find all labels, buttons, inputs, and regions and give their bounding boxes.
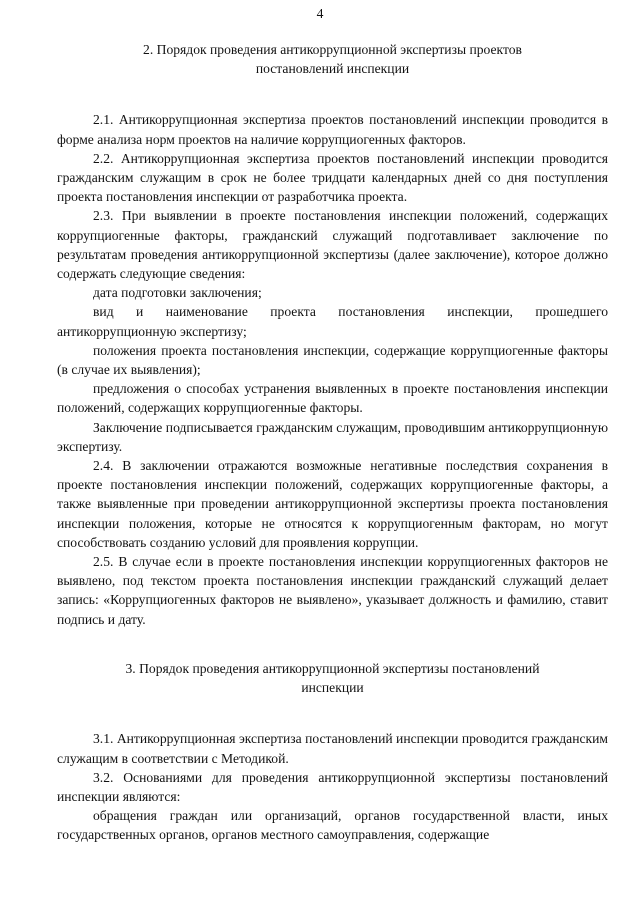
section-3-heading [57, 659, 608, 697]
list-item-project-provisions: положения проекта постановления инспекции, содержащие коррупциогенные факторы (в случае их выявления); [57, 342, 608, 378]
paragraph-2-4: 2.4. В заключении отражаются возможные негативные последствия сохранения в проекте постановления инспекции положений, содержащих коррупциогенные факторы, а также выявленные при проведении антикоррупционной экспертизы проекта постановления инспекции положения, которые не относятся к коррупциогенным факторам, но могут способствовать созданию условий для проявления коррупции. [57, 458, 608, 550]
spacer [57, 78, 608, 110]
list-item-conclusion-date: дата подготовки заключения; [93, 285, 262, 301]
paragraph-2-1: 2.1. Антикоррупционная экспертиза проектов постановлений инспекции проводится в форме анализа норм проектов на наличие коррупциогенных факторов. [57, 112, 608, 147]
list-item-proposals: предложения о способах устранения выявленных в проекте постановления инспекции положений, содержащих коррупциогенные факторы. [57, 381, 608, 416]
section-2-heading-line-1: 2. Порядок проведения антикоррупционной экспертизы проектов [143, 42, 522, 57]
list-item-project-type: вид и наименование проекта постановления инспекции, прошедшего антикоррупционную экспертизу; [57, 304, 608, 339]
document-body [57, 40, 608, 845]
spacer [57, 629, 608, 659]
section-2-heading [57, 40, 608, 78]
paragraph-2-2: 2.2. Антикоррупционная экспертиза проектов постановлений инспекции проводится гражданским служащим в срок не более тридцати календарных дней со дня поступления проекта постановления инспекции от разработчика проекта. [57, 150, 608, 205]
paragraph-appeals: обращения граждан или организаций, органов государственной власти, иных государственных органов, органов местного самоуправления, содержащие [57, 808, 608, 843]
paragraph-3-2: 3.2. Основаниями для проведения антикоррупционной экспертизы постановлений инспекции являются: [57, 769, 608, 804]
paragraph-3-1: 3.1. Антикоррупционная экспертиза постановлений инспекции проводится гражданским служащим в соответствии с Методикой. [57, 731, 608, 766]
paragraph-2-3: 2.3. При выявлении в проекте постановления инспекции положений, содержащих коррупциогенные факторы, гражданский служащий подготавливает заключение по результатам проведения антикоррупционной экспертизы (далее заключение), которое должно содержать следующие сведения: [57, 208, 608, 282]
paragraph-2-5: 2.5. В случае если в проекте постановления инспекции коррупциогенных факторов не выявлено, под текстом проекта постановления инспекции гражданский служащий делает запись: «Коррупциогенных факторов не выявлено», указывает должность и фамилию, ставит подпись и дату. [57, 554, 608, 627]
section-3-heading-line-1: 3. Порядок проведения антикоррупционной экспертизы постановлений [125, 660, 540, 676]
spacer [57, 697, 608, 729]
section-3-heading-line-2: инспекции [301, 680, 364, 696]
page-number: 4 [316, 6, 324, 21]
paragraph-conclusion-signed: Заключение подписывается гражданским служащим, проводившим антикоррупционную экспертизу. [57, 419, 608, 454]
section-2-heading-line-2: постановлений инспекции [255, 61, 410, 77]
